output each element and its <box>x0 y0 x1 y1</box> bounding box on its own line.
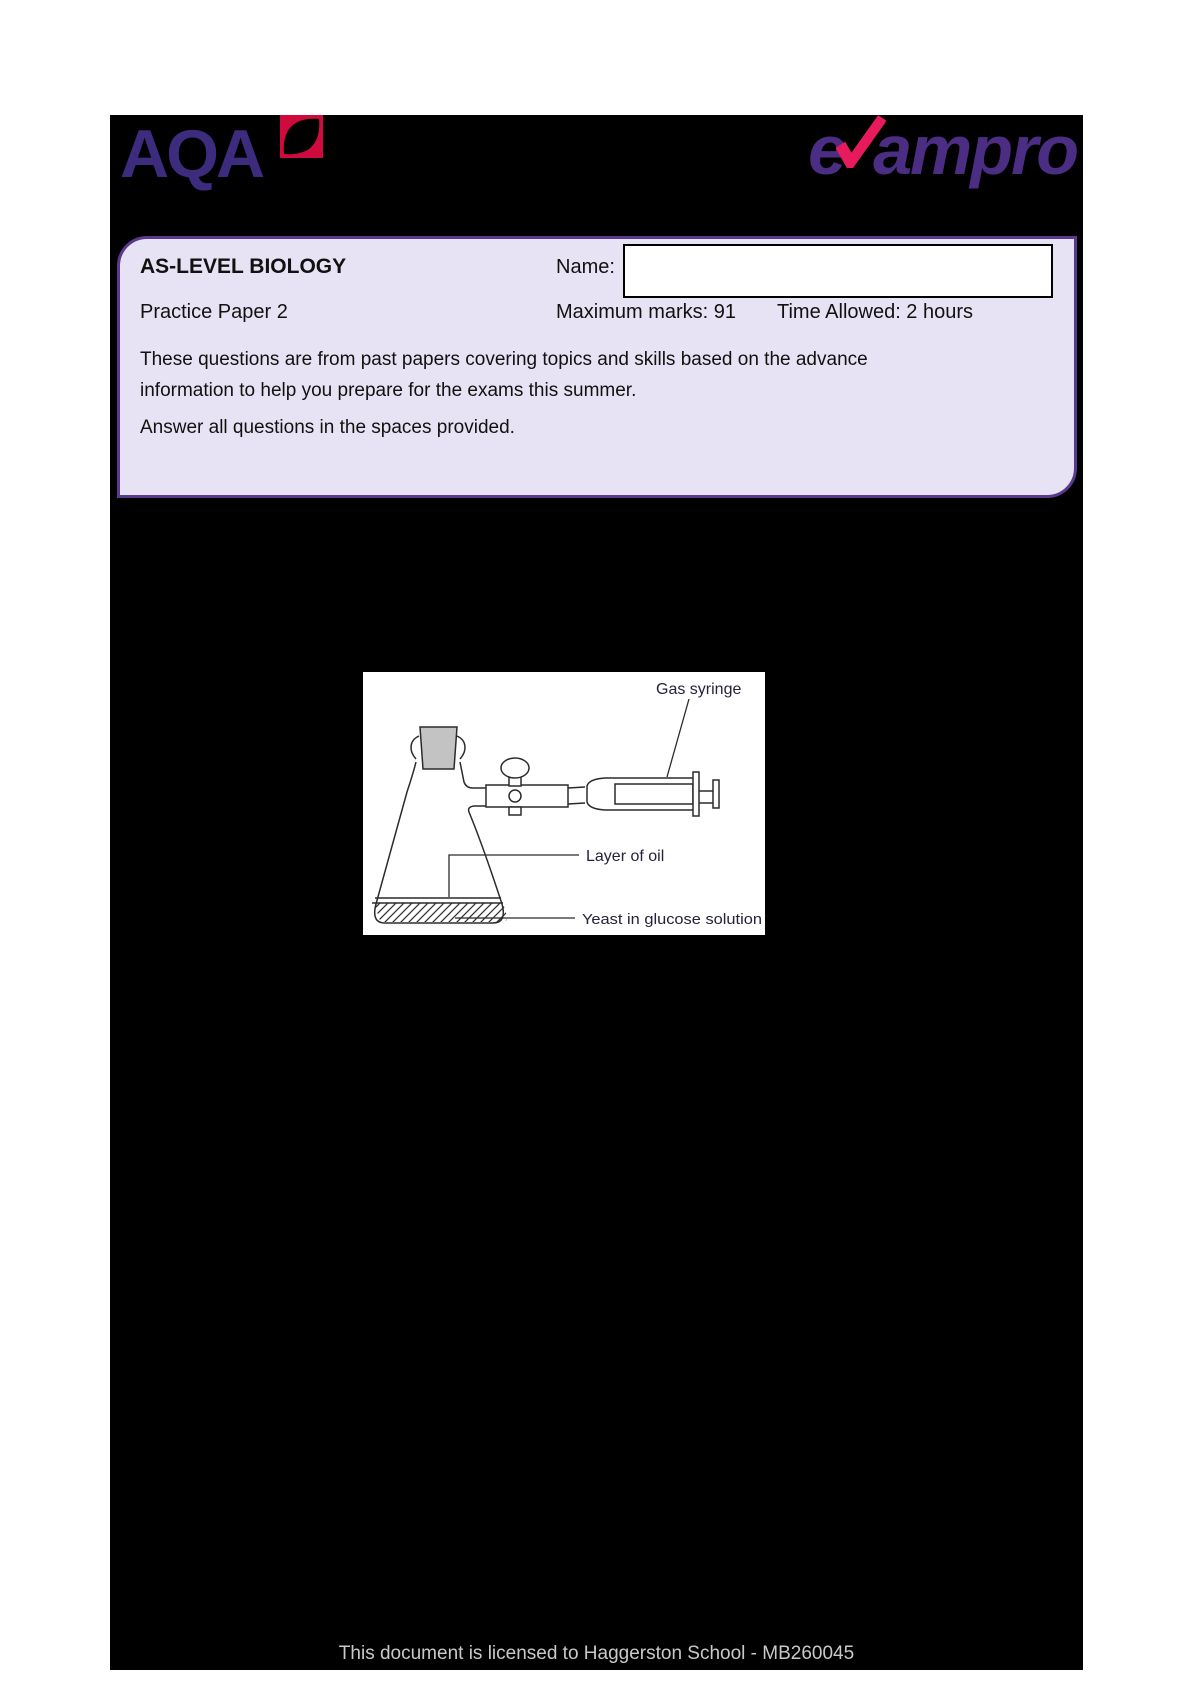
aqa-leaf-icon <box>280 115 323 158</box>
instruction-text: Answer all questions in the spaces provided. <box>140 417 515 438</box>
exampro-check-icon <box>833 114 887 168</box>
aqa-logo-text: AQA <box>120 116 263 192</box>
tap-handle <box>501 758 529 778</box>
gas-syringe-leader-line <box>667 699 689 777</box>
tap-body <box>486 785 568 807</box>
yeast-layer <box>372 903 507 922</box>
exampro-text-e: e <box>808 111 846 189</box>
oil-leader-line <box>449 855 579 897</box>
syringe-barrel <box>587 778 694 810</box>
syringe-flange <box>693 772 699 816</box>
exam-header-panel <box>117 236 1077 498</box>
license-footer: This document is licensed to Haggerston School - MB260045 <box>338 1643 855 1664</box>
paper-title: AS-LEVEL BIOLOGY <box>140 255 347 278</box>
exampro-logo <box>808 111 1077 189</box>
layer-of-oil-label: Layer of oil <box>586 848 665 865</box>
aqa-logo <box>120 116 263 192</box>
connecting-tube <box>568 787 585 804</box>
max-marks-text: Maximum marks: 91 <box>556 301 737 323</box>
exampro-text-ampro: ampro <box>873 111 1077 189</box>
syringe-endcap <box>713 780 719 808</box>
flask-outline <box>375 762 504 923</box>
apparatus-diagram <box>363 672 765 935</box>
paper-subtitle: Practice Paper 2 <box>140 301 288 323</box>
syringe-rod <box>699 791 713 803</box>
flask-neck-lip-right <box>457 736 465 759</box>
name-label: Name: <box>556 256 615 278</box>
name-input[interactable] <box>623 244 1053 298</box>
time-allowed-text: Time Allowed: 2 hours <box>777 301 974 323</box>
flask-neck-lip-left <box>411 736 419 759</box>
intro-paragraph: These questions are from past papers covering topics and skills based on the advance information to help you prepare for the exams this summer. <box>140 349 868 401</box>
page-background <box>110 111 1083 1670</box>
flask-stopper <box>420 727 457 769</box>
tap-tab <box>509 807 521 815</box>
syringe-plunger-shaft <box>615 784 693 804</box>
tap-bore <box>509 790 521 802</box>
gas-syringe-label: Gas syringe <box>656 681 742 698</box>
yeast-label: Yeast in glucose solution <box>582 911 762 928</box>
